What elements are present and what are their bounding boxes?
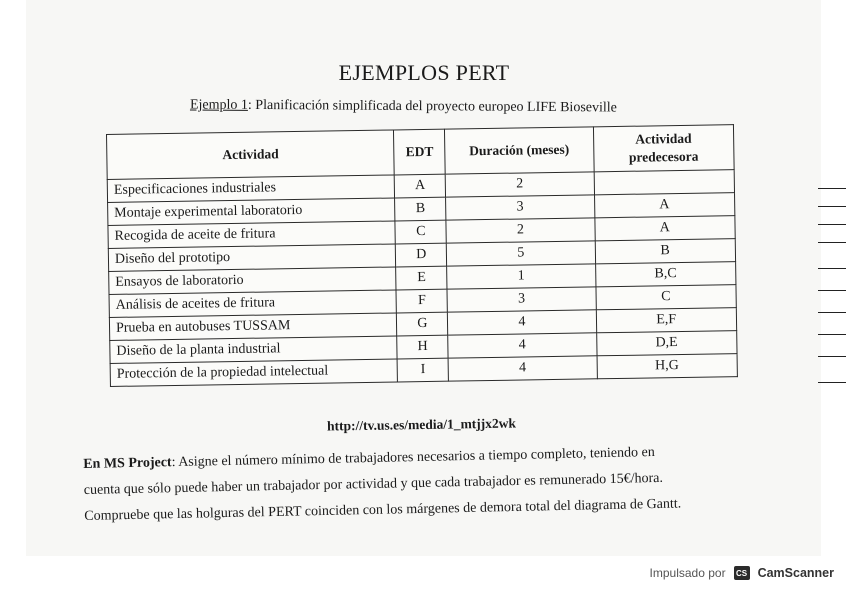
cell-predecesora: B [595,239,736,264]
header-actividad: Actividad [107,130,395,180]
paragraph-line-3: Compruebe que las holguras del PERT coinciden con los márgenes de demora total del diagrama de Gantt. [84,496,682,524]
scanner-watermark [650,566,834,580]
cell-edt: H [397,335,448,359]
cell-predecesora: E,F [596,308,737,333]
cell-edt: D [396,243,447,267]
powered-by-text: Impulsado por [649,566,726,580]
example-description: : Planificación simplificada del proyecto europeo LIFE Bioseville [247,97,617,116]
document-title: EJEMPLOS PERT [338,60,510,85]
cell-edt: A [395,174,446,198]
cell-actividad: Ensayos de laboratorio [109,267,397,295]
camscanner-brand: CamScanner [757,566,834,580]
cell-duracion: 3 [447,287,596,312]
line-1-text: : Asigne el número mínimo de trabajadores necesarios a tiempo completo, teniendo en [171,445,655,471]
cell-actividad: Protección de la propiedad intelectual [110,359,398,387]
cell-actividad: Montaje experimental laboratorio [108,198,396,226]
cell-predecesora: A [594,193,735,218]
cell-actividad: Recogida de aceite de fritura [108,221,396,249]
cell-duracion: 5 [447,241,596,266]
cell-duracion: 3 [446,195,595,220]
ms-project-lead: En MS Project [83,455,172,472]
example-subtitle [190,98,617,117]
cell-duracion: 4 [448,333,597,358]
pert-activity-table [106,124,738,387]
cell-actividad: Diseño del prototipo [108,244,396,272]
cell-duracion: 1 [447,264,596,289]
paragraph-line-2: cuenta que sólo puede haber un trabajador por actividad y que cada trabajador es remunerado 15€/hora. [83,470,664,498]
media-link: http://tv.us.es/media/1_mtjjx2wk [326,415,517,434]
cell-actividad: Especificaciones industriales [107,175,395,203]
camscanner-logo-icon: CS [734,566,750,580]
cell-edt: E [396,266,447,290]
cell-predecesora [594,170,735,195]
cell-predecesora: C [595,285,736,310]
example-label: Ejemplo 1 [189,97,248,113]
cell-duracion: 4 [448,356,597,381]
cell-edt: B [395,197,446,221]
cell-predecesora: D,E [596,331,737,356]
cell-duracion: 2 [446,218,595,243]
cell-duracion: 2 [445,172,594,197]
cell-edt: G [397,312,448,336]
page-edge-marks [800,120,848,520]
cell-predecesora: B,C [595,262,736,287]
cell-duracion: 4 [448,310,597,335]
cell-actividad: Prueba en autobuses TUSSAM [109,313,397,341]
cell-predecesora: H,G [597,354,738,379]
header-duracion: Duración (meses) [445,127,594,174]
cell-edt: C [395,220,446,244]
cell-actividad: Diseño de la planta industrial [110,336,398,364]
cell-edt: F [396,289,447,313]
instructions-paragraph [83,438,764,530]
header-edt: EDT [394,129,446,175]
cell-actividad: Análisis de aceites de fritura [109,290,397,318]
cell-edt: I [397,358,448,382]
header-predecesora: Actividad predecesora [593,125,734,172]
cell-predecesora: A [594,216,735,241]
